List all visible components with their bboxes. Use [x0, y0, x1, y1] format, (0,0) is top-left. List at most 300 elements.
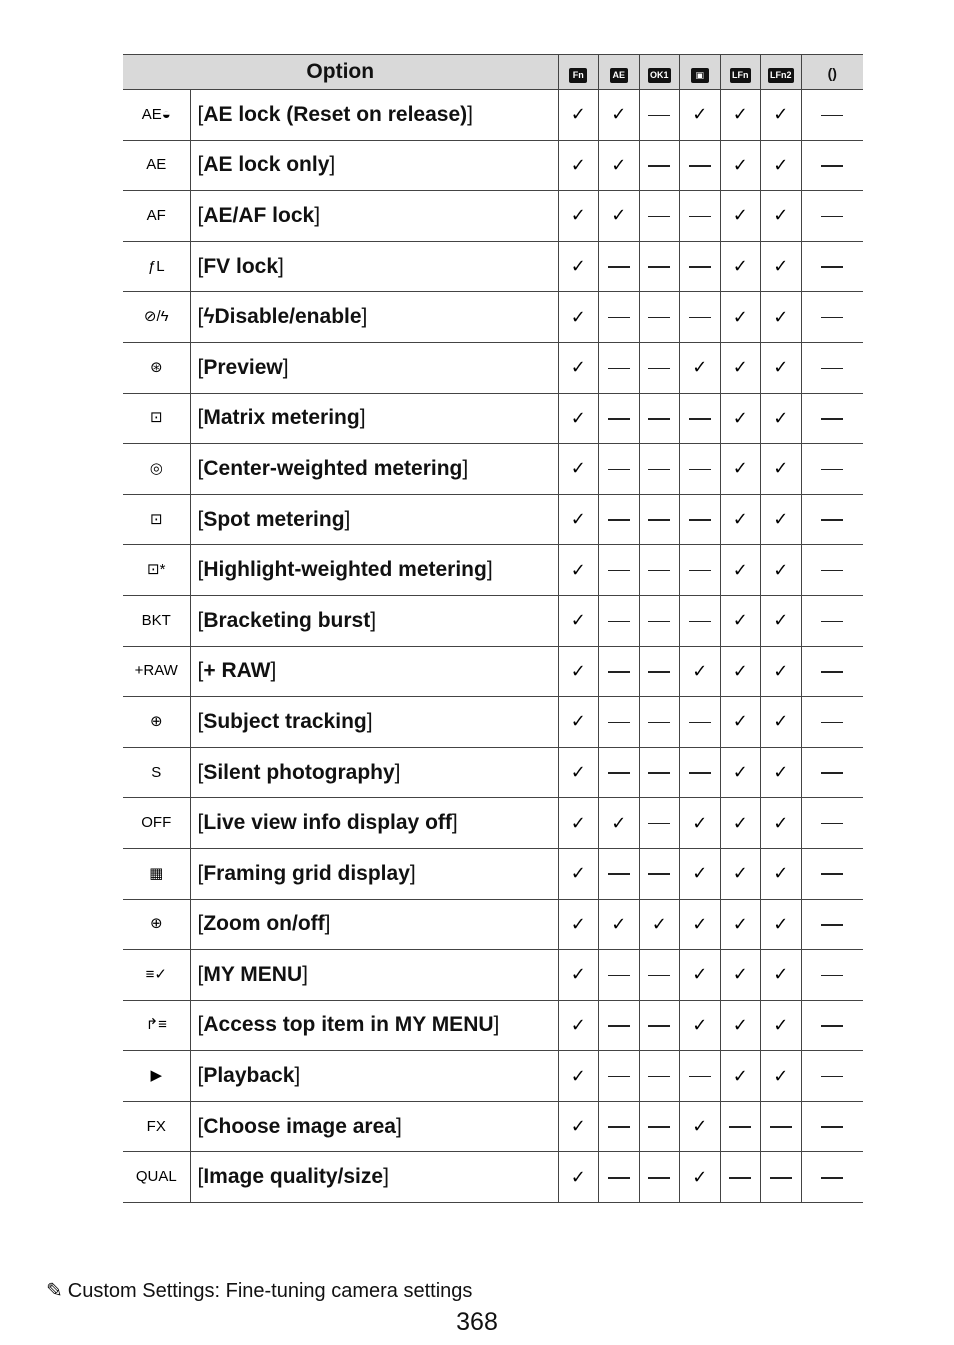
dash-icon: [648, 317, 670, 319]
availability-cell: [801, 444, 863, 495]
availability-cell: [761, 1152, 802, 1203]
dash-icon: [689, 317, 711, 319]
checkmark-icon: ✓: [773, 407, 789, 428]
dash-icon: [689, 570, 711, 572]
availability-cell: [639, 1101, 680, 1152]
table-row: [123, 393, 863, 444]
dash-icon: [648, 368, 670, 370]
dash-icon: [821, 519, 843, 521]
option-label: + RAW: [203, 659, 271, 683]
availability-cell: [801, 140, 863, 191]
availability-cell: [599, 140, 640, 191]
dash-icon: [770, 1126, 792, 1128]
bracket-open: [: [197, 1165, 204, 1189]
column-header-lens-control-ring-icon: [801, 55, 863, 90]
fn-custom-icon: Fn: [569, 68, 587, 83]
page-number: 368: [456, 1308, 498, 1336]
availability-cell: [599, 848, 640, 899]
checkmark-icon: ✓: [773, 1014, 789, 1035]
checkmark-icon: ✓: [773, 256, 789, 277]
option-label: Spot metering: [203, 507, 345, 531]
checkmark-icon: ✓: [570, 104, 586, 125]
availability-cell: [801, 646, 863, 697]
checkmark-icon: ✓: [773, 863, 789, 884]
bracketing-burst-icon: BKT: [141, 611, 171, 629]
availability-cell: [599, 595, 640, 646]
bracket-open: [: [197, 1013, 204, 1037]
checkmark-icon: ✓: [773, 154, 789, 175]
checkmark-icon: ✓: [773, 357, 789, 378]
dash-icon: [608, 519, 630, 521]
option-label: Preview: [203, 355, 283, 379]
bracket-close: ]: [294, 1064, 301, 1088]
availability-cell: [558, 697, 599, 748]
option-label: AE lock (Reset on release): [203, 102, 468, 126]
bracket-open: [: [197, 558, 204, 582]
availability-cell: [639, 1000, 680, 1051]
row-icon-cell: [123, 798, 190, 849]
checkmark-icon: ✓: [692, 913, 708, 934]
availability-cell: [761, 241, 802, 292]
availability-cell: [801, 747, 863, 798]
bracket-close: ]: [366, 709, 373, 733]
availability-cell: [761, 899, 802, 950]
dash-icon: [648, 165, 670, 167]
dash-icon: [729, 1177, 751, 1179]
bracket-close: ]: [278, 254, 284, 278]
dash-icon: [608, 722, 630, 724]
dash-icon: [648, 975, 670, 977]
checkmark-icon: ✓: [692, 660, 708, 681]
matrix-metering-icon: ⊡: [149, 409, 163, 427]
availability-cell: [639, 697, 680, 748]
availability-cell: [558, 342, 599, 393]
bracket-close: ]: [409, 861, 416, 885]
dash-icon: [648, 873, 670, 875]
checkmark-icon: ✓: [570, 913, 586, 934]
row-label-cell: [190, 1152, 558, 1203]
dash-icon: [689, 722, 711, 724]
availability-cell: [558, 90, 599, 141]
dash-icon: [821, 418, 843, 420]
availability-cell: [639, 140, 680, 191]
checkmark-icon: ✓: [773, 711, 789, 732]
checkmark-icon: ✓: [570, 458, 586, 479]
lens-control-ring-icon: (): [827, 65, 837, 81]
dash-icon: [608, 772, 630, 774]
row-icon-cell: [123, 950, 190, 1001]
dash-icon: [648, 772, 670, 774]
row-label-cell: [190, 697, 558, 748]
availability-cell: [720, 646, 761, 697]
table-row: [123, 241, 863, 292]
availability-cell: [680, 191, 721, 242]
bracket-open: [: [197, 811, 204, 835]
highlight-weighted-metering-icon: ⊡*: [147, 561, 166, 579]
checkmark-icon: ✓: [732, 762, 748, 783]
availability-cell: [720, 798, 761, 849]
bracket-close: ]: [467, 102, 473, 126]
availability-cell: [680, 90, 721, 141]
checkmark-icon: ✓: [732, 913, 748, 934]
dash-icon: [821, 368, 843, 370]
availability-cell: [599, 747, 640, 798]
availability-cell: [720, 191, 761, 242]
availability-cell: [599, 191, 640, 242]
row-icon-cell: [123, 747, 190, 798]
dash-icon: [821, 1025, 843, 1027]
checkmark-icon: ✓: [611, 104, 627, 125]
availability-cell: [558, 393, 599, 444]
checkmark-icon: ✓: [773, 660, 789, 681]
option-label: Bracketing burst: [203, 608, 371, 632]
availability-cell: [599, 646, 640, 697]
checkmark-icon: ✓: [773, 559, 789, 580]
bracket-close: ]: [370, 608, 377, 632]
availability-cell: [558, 494, 599, 545]
availability-cell: [801, 90, 863, 141]
checkmark-icon: ✓: [732, 812, 748, 833]
row-label-cell: [190, 798, 558, 849]
availability-cell: [761, 595, 802, 646]
row-icon-cell: [123, 1152, 190, 1203]
custom-controls-table: [123, 54, 863, 1203]
availability-cell: [599, 292, 640, 343]
ok-1-icon: OK1: [648, 68, 671, 83]
availability-cell: [639, 899, 680, 950]
option-column-header: Option: [123, 55, 558, 90]
bracket-close: ]: [344, 507, 351, 531]
dash-icon: [608, 1025, 630, 1027]
checkmark-icon: ✓: [692, 964, 708, 985]
dash-icon: [648, 418, 670, 420]
checkmark-icon: ✓: [570, 1065, 586, 1086]
row-icon-cell: [123, 697, 190, 748]
bracket-close: ]: [324, 912, 331, 936]
row-icon-cell: [123, 1101, 190, 1152]
availability-cell: [680, 1101, 721, 1152]
availability-cell: [599, 494, 640, 545]
dash-icon: [608, 418, 630, 420]
option-label: Matrix metering: [203, 406, 360, 430]
table-row: [123, 140, 863, 191]
option-label: Silent photography: [203, 760, 395, 784]
checkmark-icon: ✓: [692, 104, 708, 125]
dash-icon: [608, 469, 630, 471]
availability-cell: [680, 1152, 721, 1203]
availability-cell: [801, 342, 863, 393]
table-row: [123, 444, 863, 495]
bracket-close: ]: [359, 406, 366, 430]
dash-icon: [608, 975, 630, 977]
availability-cell: [720, 140, 761, 191]
row-label-cell: [190, 140, 558, 191]
pencil-icon: ✎: [46, 1280, 63, 1302]
checkmark-icon: ✓: [570, 711, 586, 732]
availability-cell: [801, 1152, 863, 1203]
availability-cell: [558, 444, 599, 495]
checkmark-icon: ✓: [732, 711, 748, 732]
silent-photography-icon: S: [151, 763, 162, 781]
availability-cell: [761, 140, 802, 191]
availability-cell: [761, 292, 802, 343]
column-header-lens-fn2-icon: [761, 55, 802, 90]
availability-cell: [680, 494, 721, 545]
availability-cell: [558, 950, 599, 1001]
ae-lock-reset-icon: AE◒: [141, 105, 171, 123]
bracket-open: [: [197, 659, 204, 683]
availability-cell: [639, 90, 680, 141]
availability-cell: [599, 798, 640, 849]
availability-cell: [801, 292, 863, 343]
availability-cell: [801, 697, 863, 748]
dash-icon: [821, 317, 843, 319]
checkmark-icon: ✓: [611, 812, 627, 833]
availability-cell: [720, 90, 761, 141]
row-label-cell: [190, 848, 558, 899]
bracket-open: [: [197, 102, 204, 126]
dash-icon: [648, 823, 670, 825]
footer-text: Custom Settings: Fine-tuning camera settings: [67, 1280, 473, 1302]
availability-cell: [720, 1051, 761, 1102]
row-icon-cell: [123, 1051, 190, 1102]
option-label: FV lock: [203, 254, 279, 278]
dash-icon: [608, 621, 630, 623]
subject-tracking-icon: ⊕: [149, 712, 163, 730]
checkmark-icon: ✓: [692, 863, 708, 884]
dash-icon: [608, 1126, 630, 1128]
availability-cell: [639, 292, 680, 343]
row-icon-cell: [123, 140, 190, 191]
preview-icon: ⊛: [149, 358, 163, 376]
table-row: [123, 950, 863, 1001]
checkmark-icon: ✓: [570, 407, 586, 428]
checkmark-icon: ✓: [732, 256, 748, 277]
row-label-cell: [190, 494, 558, 545]
availability-cell: [720, 1101, 761, 1152]
framing-grid-icon: ▦: [149, 864, 164, 882]
availability-cell: [558, 241, 599, 292]
availability-cell: [680, 545, 721, 596]
availability-cell: [558, 798, 599, 849]
availability-cell: [680, 444, 721, 495]
dash-icon: [821, 924, 843, 926]
dash-icon: [689, 216, 711, 218]
bracket-close: ]: [493, 1013, 500, 1037]
availability-cell: [558, 1101, 599, 1152]
row-icon-cell: [123, 646, 190, 697]
availability-cell: [639, 950, 680, 1001]
availability-cell: [761, 646, 802, 697]
availability-cell: [720, 342, 761, 393]
option-label: AE/AF lock: [203, 203, 315, 227]
dash-icon: [821, 216, 843, 218]
option-label: Framing grid display: [203, 861, 410, 885]
dash-icon: [821, 1126, 843, 1128]
dash-icon: [821, 975, 843, 977]
dash-icon: [608, 671, 630, 673]
checkmark-icon: ✓: [773, 306, 789, 327]
dash-icon: [648, 1025, 670, 1027]
row-label-cell: [190, 950, 558, 1001]
availability-cell: [639, 1051, 680, 1102]
availability-cell: [639, 494, 680, 545]
row-label-cell: [190, 191, 558, 242]
availability-cell: [761, 848, 802, 899]
dash-icon: [689, 519, 711, 521]
dash-icon: [821, 621, 843, 623]
availability-cell: [558, 1152, 599, 1203]
option-label: Zoom on/off: [203, 912, 325, 936]
flash-bolt-icon: ϟ: [203, 305, 215, 329]
checkmark-icon: ✓: [570, 762, 586, 783]
dash-icon: [689, 469, 711, 471]
choose-image-area-icon: FX: [146, 1117, 166, 1135]
availability-cell: [720, 697, 761, 748]
checkmark-icon: ✓: [773, 205, 789, 226]
availability-cell: [558, 545, 599, 596]
dash-icon: [689, 266, 711, 268]
table-row: [123, 697, 863, 748]
availability-cell: [761, 798, 802, 849]
dash-icon: [648, 570, 670, 572]
row-label-cell: [190, 393, 558, 444]
option-label: Subject tracking: [203, 709, 367, 733]
checkmark-icon: ✓: [773, 104, 789, 125]
availability-cell: [558, 646, 599, 697]
availability-cell: [639, 1152, 680, 1203]
row-icon-cell: [123, 342, 190, 393]
option-label: Access top item in MY MENU: [203, 1013, 494, 1037]
availability-cell: [720, 848, 761, 899]
table-row: [123, 1152, 863, 1203]
availability-cell: [720, 1152, 761, 1203]
availability-cell: [599, 90, 640, 141]
dash-icon: [821, 823, 843, 825]
bracket-close: ]: [314, 203, 321, 227]
row-label-cell: [190, 241, 558, 292]
dash-icon: [648, 1126, 670, 1128]
row-label-cell: [190, 1051, 558, 1102]
availability-cell: [558, 292, 599, 343]
table-row: [123, 1000, 863, 1051]
availability-cell: [639, 545, 680, 596]
dash-icon: [689, 621, 711, 623]
availability-cell: [720, 899, 761, 950]
ae-af-lock-icon: AF: [146, 206, 166, 224]
checkmark-icon: ✓: [773, 509, 789, 530]
availability-cell: [801, 899, 863, 950]
dash-icon: [608, 368, 630, 370]
dash-icon: [821, 671, 843, 673]
access-top-my-menu-icon: ↱≡: [145, 1016, 167, 1034]
checkmark-icon: ✓: [732, 660, 748, 681]
bracket-open: [: [197, 305, 204, 329]
dash-icon: [821, 873, 843, 875]
availability-cell: [558, 140, 599, 191]
row-icon-cell: [123, 292, 190, 343]
dash-icon: [648, 115, 670, 117]
availability-cell: [801, 241, 863, 292]
checkmark-icon: ✓: [692, 357, 708, 378]
dash-icon: [821, 570, 843, 572]
availability-cell: [680, 697, 721, 748]
dash-icon: [648, 216, 670, 218]
table-row: [123, 1101, 863, 1152]
table-row: [123, 595, 863, 646]
bracket-open: [: [197, 153, 204, 177]
dash-icon: [729, 1126, 751, 1128]
checkmark-icon: ✓: [732, 306, 748, 327]
dash-icon: [648, 469, 670, 471]
column-header-lens-fn-icon: [720, 55, 761, 90]
checkmark-icon: ✓: [570, 964, 586, 985]
availability-cell: [558, 595, 599, 646]
availability-cell: [761, 444, 802, 495]
availability-cell: [558, 1051, 599, 1102]
availability-cell: [680, 342, 721, 393]
availability-cell: [639, 747, 680, 798]
checkmark-icon: ✓: [570, 812, 586, 833]
availability-cell: [680, 747, 721, 798]
dash-icon: [608, 570, 630, 572]
checkmark-icon: ✓: [570, 1166, 586, 1187]
plus-raw-icon: +RAW: [134, 662, 178, 680]
checkmark-icon: ✓: [651, 913, 667, 934]
checkmark-icon: ✓: [732, 559, 748, 580]
table-header-row: [123, 55, 863, 90]
my-menu-icon: ≡✓: [145, 965, 167, 983]
checkmark-icon: ✓: [570, 154, 586, 175]
bracket-close: ]: [486, 558, 493, 582]
availability-cell: [680, 950, 721, 1001]
image-quality-icon: QUAL: [135, 1168, 177, 1186]
row-icon-cell: [123, 1000, 190, 1051]
dash-icon: [689, 165, 711, 167]
dash-icon: [821, 266, 843, 268]
availability-cell: [558, 899, 599, 950]
fv-lock-icon: ƒL: [147, 257, 165, 275]
dash-icon: [648, 722, 670, 724]
availability-cell: [639, 798, 680, 849]
availability-cell: [680, 646, 721, 697]
table-row: [123, 1051, 863, 1102]
availability-cell: [599, 1101, 640, 1152]
availability-cell: [599, 950, 640, 1001]
option-label: AE lock only: [203, 153, 330, 177]
availability-cell: [720, 1000, 761, 1051]
dash-icon: [648, 621, 670, 623]
checkmark-icon: ✓: [732, 357, 748, 378]
flash-disable-enable-icon: ⊘/ϟ: [143, 308, 169, 326]
option-label: Playback: [203, 1064, 295, 1088]
checkmark-icon: ✓: [773, 812, 789, 833]
column-header-af-ae-lock-button-icon: [599, 55, 640, 90]
checkmark-icon: ✓: [732, 1065, 748, 1086]
availability-cell: [680, 595, 721, 646]
dash-icon: [821, 772, 843, 774]
row-icon-cell: [123, 848, 190, 899]
availability-cell: [558, 1000, 599, 1051]
bracket-open: [: [197, 406, 204, 430]
availability-cell: [639, 191, 680, 242]
availability-cell: [599, 444, 640, 495]
table-row: [123, 342, 863, 393]
playback-icon: ▶: [150, 1067, 163, 1085]
bracket-open: [: [197, 861, 204, 885]
dash-icon: [648, 519, 670, 521]
bracket-close: ]: [361, 305, 368, 329]
